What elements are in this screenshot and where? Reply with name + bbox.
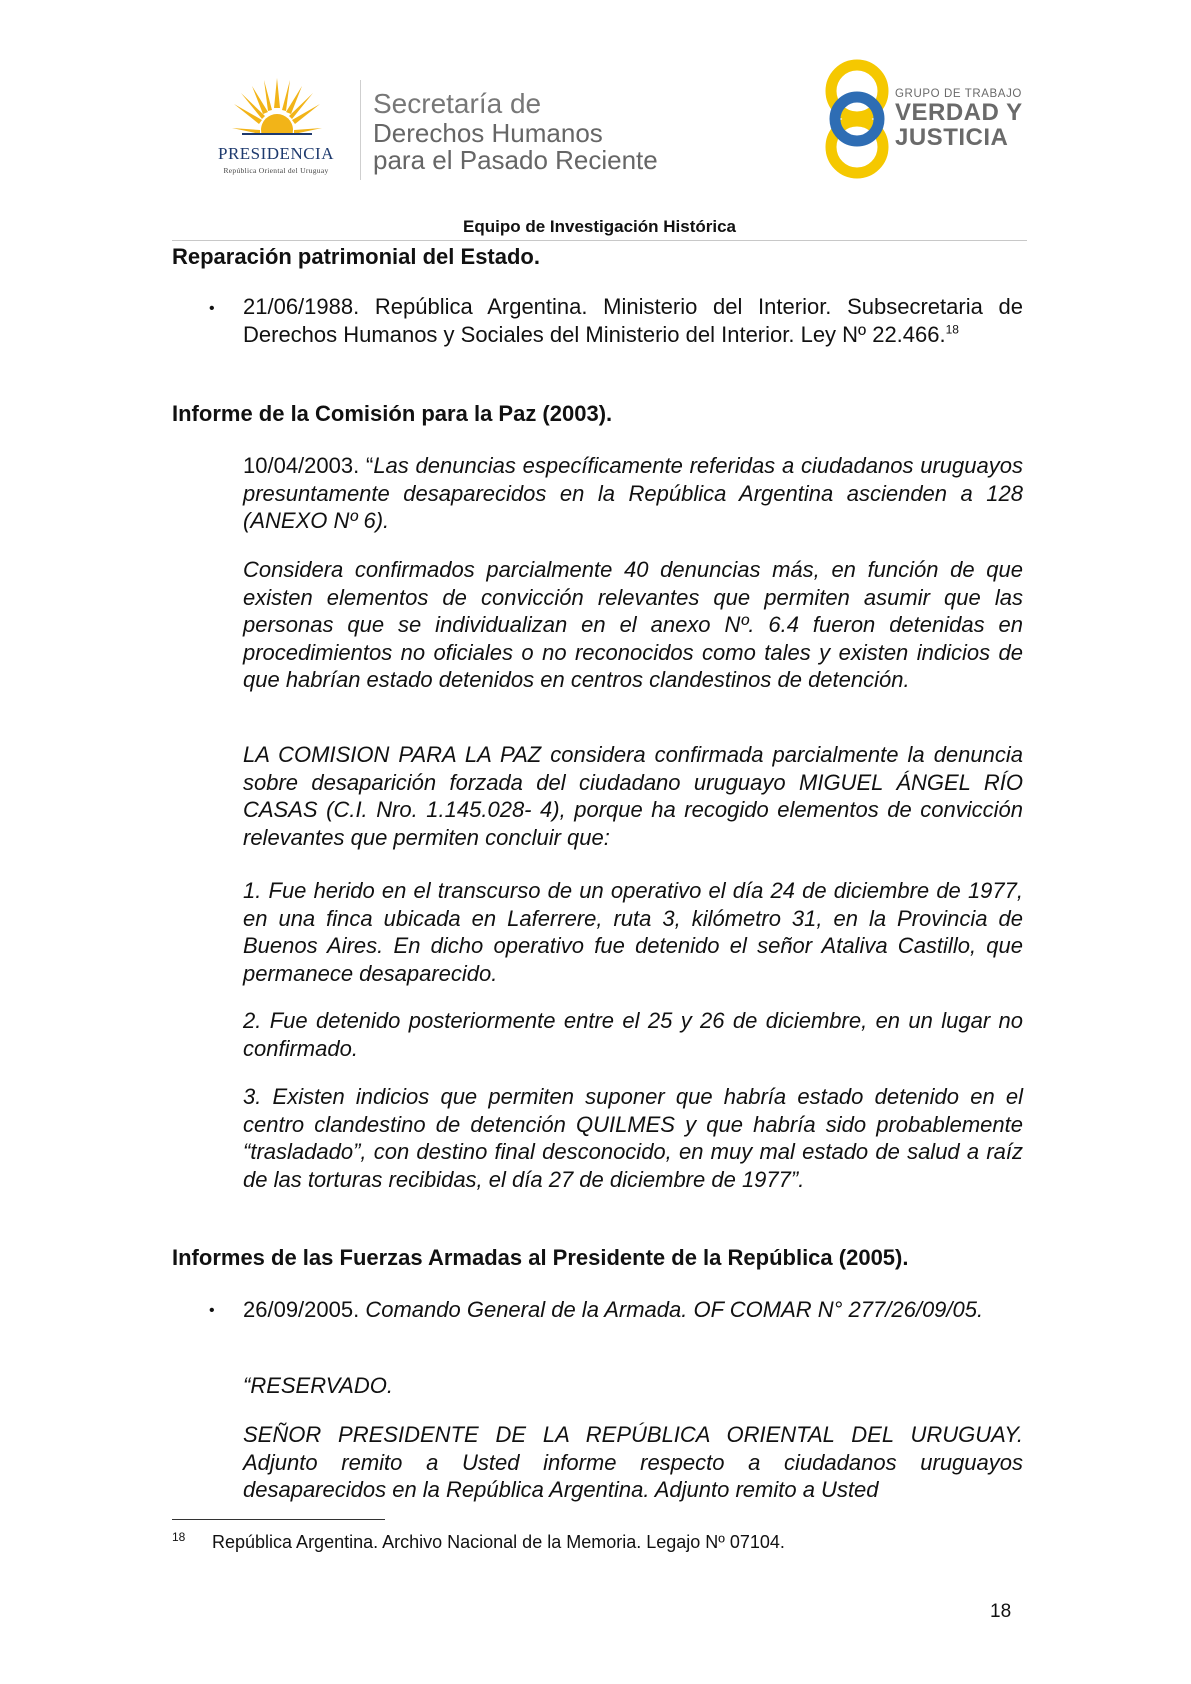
- section-heading-comision: Informe de la Comisión para la Paz (2003).: [172, 401, 613, 426]
- paragraph-senor-presidente: SEÑOR PRESIDENTE DE LA REPÚBLICA ORIENTAL DEL URUGUAY. Adjunto remito a Usted informe respecto a ciudadanos uruguayos desaparecidos en la República Argentina. Adjunto remito a Usted: [243, 1422, 1023, 1502]
- section-heading-reparacion: Reparación patrimonial del Estado.: [172, 244, 540, 269]
- footnote-ref: 18: [945, 322, 959, 337]
- paragraph-comar: [243, 1296, 1023, 1324]
- secretaria-logo-text: [373, 88, 658, 174]
- paragraph-comision-date-label: 10/04/2003. “: [243, 453, 374, 478]
- page-number: 18: [990, 1601, 1012, 1622]
- presidencia-logo: [197, 78, 355, 178]
- section-heading-fuerzas-armadas: Informes de las Fuerzas Armadas al Presidente de la República (2005).: [172, 1245, 909, 1270]
- vyj-title-line-2: JUSTICIA: [895, 124, 1009, 151]
- paragraph-point-3: 3. Existen indicios que permiten suponer que habría estado detenido en el centro clandestino de detención QUILMES y que habría sido probablemente “trasladado”, con destino final desconocido, en muy mal estado de salud a raíz de las torturas recibidas, el día 27 de diciembre de 1977”.: [243, 1084, 1023, 1192]
- paragraph-ley: [243, 293, 1023, 348]
- paragraph-point-1: 1. Fue herido en el transcurso de un operativo el día 24 de diciembre de 1977, en una finca ubicada en Laferrere, ruta 3, kilómetro 31, en la Provincia de Buenos Aires. En dicho operativo fue detenido el señor Ataliva Castillo, que permanece desaparecido.: [243, 878, 1023, 986]
- paragraph-comar-ref: Comando General de la Armada. OF COMAR N° 277/26/09/05.: [365, 1297, 984, 1322]
- paragraph-comar-date: 26/09/2005.: [243, 1297, 366, 1322]
- sun-icon: [232, 78, 322, 140]
- paragraph-comision-date: [243, 452, 1023, 535]
- secretaria-line-2: Derechos Humanos: [373, 118, 603, 148]
- bullet-2: •: [209, 1302, 215, 1319]
- verdad-justicia-text: [895, 88, 1023, 150]
- vyj-title-line-1: VERDAD Y: [895, 99, 1023, 126]
- header-rule: [172, 240, 1027, 241]
- secretaria-line-1: Secretaría de: [373, 88, 542, 119]
- logo-divider: [360, 80, 361, 180]
- paragraph-confirmados: Considera confirmados parcialmente 40 denuncias más, en función de que existen elementos de convicción relevantes que permiten asumir que las personas que se individualizan en el anexo Nº. 6.4 fueron detenidas en procedimientos no oficiales o no reconocidos como tales y existen indicios de que habrían estado detenidos en centros clandestinos de detención.: [243, 557, 1023, 692]
- paragraph-comision-paz: LA COMISION PARA LA PAZ considera confirmada parcialmente la denuncia sobre desaparición forzada del ciudadano uruguayo MIGUEL ÁNGEL RÍO CASAS (C.I. Nro. 1.145.028- 4), porque ha recogido elementos de convicción relevantes que permiten concluir que:: [243, 742, 1023, 850]
- presidencia-subtitle: República Oriental del Uruguay: [223, 166, 329, 175]
- paragraph-reservado: “RESERVADO.: [243, 1373, 393, 1398]
- bullet-1: •: [209, 300, 215, 317]
- paragraph-ley-text: 21/06/1988. República Argentina. Ministerio del Interior. Subsecretaria de Derechos Humanos y Sociales del Ministerio del Interior. Ley Nº 22.466.: [243, 294, 1023, 347]
- paragraph-comision-quote: Las denuncias específicamente referidas a ciudadanos uruguayos presuntamente desaparecidos en la República Argentina ascienden a 128 (ANEXO Nº 6).: [243, 453, 1023, 533]
- vyj-small-title: GRUPO DE TRABAJO: [895, 88, 1022, 100]
- verdad-justicia-logo-icon: [822, 58, 892, 180]
- paragraph-point-2: 2. Fue detenido posteriormente entre el 25 y 26 de diciembre, en un lugar no confirmado.: [243, 1008, 1023, 1061]
- presidencia-name: PRESIDENCIA: [217, 144, 334, 163]
- secretaria-line-3: para el Pasado Reciente: [373, 145, 658, 175]
- footnote-rule: [172, 1519, 385, 1520]
- footnote-number: 18: [172, 1530, 186, 1544]
- running-header: Equipo de Investigación Histórica: [463, 217, 736, 236]
- footnote-text: República Argentina. Archivo Nacional de la Memoria. Legajo Nº 07104.: [212, 1532, 785, 1552]
